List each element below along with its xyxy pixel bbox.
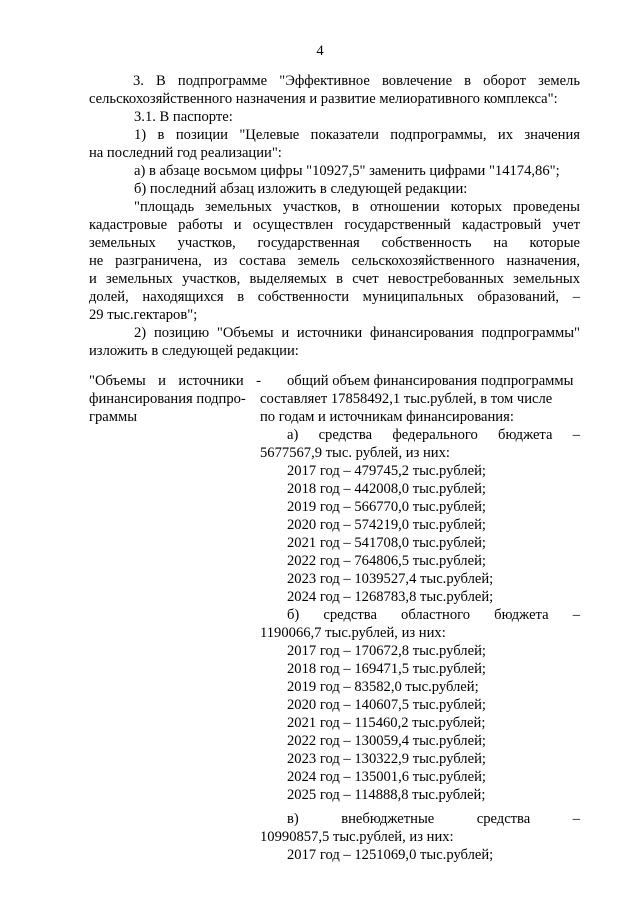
regional-year-2018: 2018 год – 169471,5 тыс.рублей; — [287, 661, 486, 677]
federal-total: 5677567,9 тыс. рублей, из них: — [260, 445, 450, 461]
quote-line-3: земельных участков, государственная собственность на которые — [89, 235, 580, 251]
item-2-line-2: изложить в следующей редакции: — [89, 343, 299, 359]
regional-year-2024: 2024 год – 135001,6 тыс.рублей; — [287, 769, 486, 785]
quote-line-2: кадастровые работы и осуществлен государственный кадастровый учет — [89, 217, 580, 233]
extrabudget-head: в) внебюджетные средства – — [287, 811, 580, 827]
regional-year-2019: 2019 год – 83582,0 тыс.рублей; — [287, 679, 479, 695]
extrabudget-year-2017: 2017 год – 1251069,0 тыс.рублей; — [287, 847, 494, 863]
regional-year-2023: 2023 год – 130322,9 тыс.рублей; — [287, 751, 486, 767]
item-a: а) в абзаце восьмом цифры "10927,5" заменить цифрами "14174,86"; — [134, 163, 560, 179]
federal-year-2018: 2018 год – 442008,0 тыс.рублей; — [287, 481, 486, 497]
para-3-line-2: сельскохозяйственного назначения и развитие мелиоративного комплекса": — [89, 91, 558, 107]
regional-year-2020: 2020 год – 140607,5 тыс.рублей; — [287, 697, 486, 713]
regional-total: 1190066,7 тыс.рублей, из них: — [260, 625, 446, 641]
quote-line-4: не разграничена, из состава земель сельскохозяйственного назначения, — [89, 253, 580, 269]
left-col-line-2: финансирования подпро- — [89, 391, 246, 407]
item-1-line-2: на последний год реализации": — [89, 145, 282, 161]
federal-head: а) средства федерального бюджета – — [287, 427, 580, 443]
regional-year-2017: 2017 год – 170672,8 тыс.рублей; — [287, 643, 486, 659]
item-1-line-1: 1) в позиции "Целевые показатели подпрограммы, их значения — [134, 127, 580, 143]
right-intro-line-1: общий объем финансирования подпрограммы — [287, 373, 574, 389]
regional-year-2021: 2021 год – 115460,2 тыс.рублей; — [287, 715, 486, 731]
quote-line-5: и земельных участков, выделяемых в счет невостребованных земельных — [89, 271, 580, 287]
quote-line-1: "площадь земельных участков, в отношении которых проведены — [134, 199, 580, 215]
para-3-1: 3.1. В паспорте: — [134, 109, 233, 125]
federal-year-2021: 2021 год – 541708,0 тыс.рублей; — [287, 535, 486, 551]
item-2-line-1: 2) позицию "Объемы и источники финансирования подпрограммы" — [134, 325, 580, 341]
right-intro-line-3: по годам и источникам финансирования: — [260, 409, 514, 425]
right-intro-line-2: составляет 17858492,1 тыс.рублей, в том числе — [260, 391, 553, 407]
regional-year-2022: 2022 год – 130059,4 тыс.рублей; — [287, 733, 486, 749]
para-3-line-1: 3. В подпрограмме "Эффективное вовлечение в оборот земель — [133, 73, 580, 89]
federal-year-2019: 2019 год – 566770,0 тыс.рублей; — [287, 499, 486, 515]
left-col-line-1: "Объемы и источники - — [89, 373, 261, 389]
federal-year-2017: 2017 год – 479745,2 тыс.рублей; — [287, 463, 486, 479]
federal-year-2023: 2023 год – 1039527,4 тыс.рублей; — [287, 571, 494, 587]
federal-year-2020: 2020 год – 574219,0 тыс.рублей; — [287, 517, 486, 533]
quote-line-7: 29 тыс.гектаров"; — [89, 307, 198, 323]
page-number: 4 — [316, 43, 324, 59]
item-b: б) последний абзац изложить в следующей редакции: — [134, 181, 468, 197]
federal-year-2022: 2022 год – 764806,5 тыс.рублей; — [287, 553, 486, 569]
left-col-line-3: граммы — [89, 409, 138, 425]
quote-line-6: долей, находящихся в собственности муниципальных образований, – — [89, 289, 580, 305]
federal-year-2024: 2024 год – 1268783,8 тыс.рублей; — [287, 589, 494, 605]
regional-head: б) средства областного бюджета – — [287, 607, 580, 623]
regional-year-2025: 2025 год – 114888,8 тыс.рублей; — [287, 787, 486, 803]
extrabudget-total: 10990857,5 тыс.рублей, из них: — [260, 829, 454, 845]
